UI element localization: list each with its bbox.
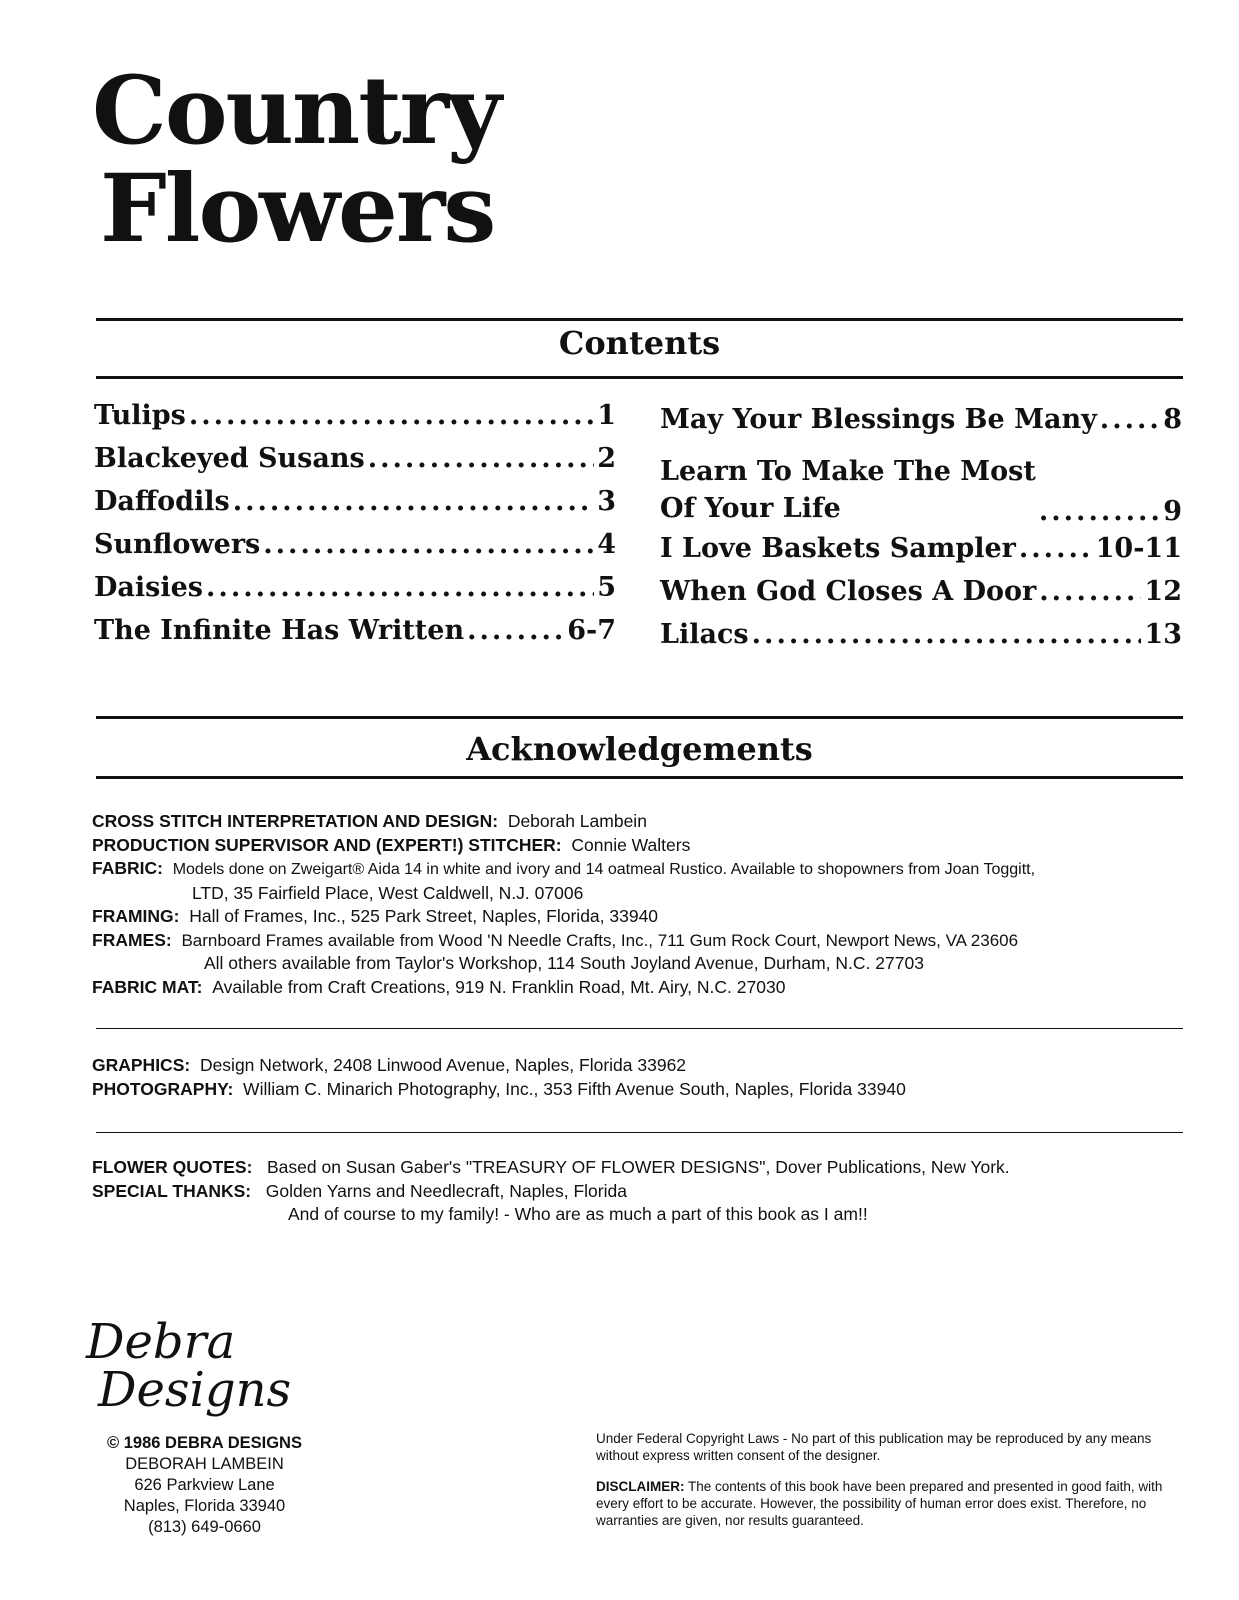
disclaimer-label: DISCLAIMER: xyxy=(596,1479,685,1494)
ack-top-rule xyxy=(96,716,1183,719)
ack-line xyxy=(92,834,1035,858)
ack-label: PHOTOGRAPHY: xyxy=(92,1078,234,1099)
ack-text: Based on Susan Gaber's "TREASURY OF FLOWER DESIGNS", Dover Publications, New York. xyxy=(267,1157,1010,1177)
publisher-city: Naples, Florida 33940 xyxy=(123,1497,286,1515)
ack-text: Barnboard Frames available from Wood 'N Needle Crafts, Inc., 711 Gum Rock Court, Newport News, VA 23606 xyxy=(181,930,1019,950)
toc-entry xyxy=(94,443,616,486)
ack-text: Connie Walters xyxy=(571,834,691,855)
toc-entry-title-line-1: Learn To Make The Most xyxy=(660,456,1036,487)
toc-entry xyxy=(94,529,616,572)
ack-label: FLOWER QUOTES: xyxy=(92,1157,253,1177)
title-line-2: Flowers xyxy=(100,154,495,264)
toc-entry-title: Daisies xyxy=(94,572,204,603)
toc-entry-page: 12 xyxy=(1144,576,1182,607)
toc-entry-title: Sunflowers xyxy=(94,529,261,560)
ack-line-cont: And of course to my family! - Who are as much a part of this book as I am!! xyxy=(288,1204,868,1224)
toc-entry xyxy=(660,404,1182,447)
ack-text: Available from Craft Creations, 919 N. Franklin Road, Mt. Airy, N.C. 27030 xyxy=(212,976,786,997)
ack-group-graphics xyxy=(92,1054,906,1101)
toc-entry-title: Tulips xyxy=(94,400,186,431)
toc-entry-page: 3 xyxy=(597,486,616,517)
toc-entry xyxy=(94,572,616,615)
ack-line xyxy=(92,857,1035,882)
publisher-street: 626 Parkview Lane xyxy=(134,1476,275,1494)
legal-notices xyxy=(596,1430,1184,1543)
ack-label: CROSS STITCH INTERPRETATION AND DESIGN: xyxy=(92,811,499,831)
toc-entry-title: Lilacs xyxy=(660,619,749,650)
toc-leader xyxy=(1039,496,1160,527)
toc-entry xyxy=(660,533,1182,576)
publisher-name: DEBORAH LAMBEIN xyxy=(125,1455,284,1473)
ack-line xyxy=(92,1180,1010,1204)
toc-entry-page: 2 xyxy=(597,443,616,474)
toc-entry-title: I Love Baskets Sampler xyxy=(660,533,1016,564)
toc-entry xyxy=(660,619,1182,662)
toc-entry-title-line-2: Of Your Life xyxy=(660,493,841,524)
ack-group-production xyxy=(92,810,1035,999)
ack-text: William C. Minarich Photography, Inc., 353 Fifth Avenue South, Naples, Florida 33940 xyxy=(243,1078,906,1099)
contents-bottom-rule xyxy=(96,376,1183,379)
toc-entry-title: The Infinite Has Written xyxy=(94,615,465,646)
publisher-phone: (813) 649-0660 xyxy=(148,1518,261,1536)
ack-line-cont: LTD, 35 Fairfield Place, West Caldwell, N.J. 07006 xyxy=(192,882,584,903)
contents-right-column xyxy=(660,404,1182,662)
ack-line xyxy=(92,929,1035,953)
ack-label: SPECIAL THANKS: xyxy=(92,1180,252,1201)
ack-bottom-rule xyxy=(96,776,1183,779)
publisher-address xyxy=(92,1433,317,1538)
logo-line-2: Designs xyxy=(98,1362,292,1418)
ack-text: Design Network, 2408 Linwood Avenue, Naples, Florida 33962 xyxy=(199,1055,687,1075)
ack-label: PRODUCTION SUPERVISOR AND (EXPERT!) STITCHER: xyxy=(92,834,562,855)
toc-entry-page: 8 xyxy=(1163,404,1182,435)
copyright-line: © 1986 DEBRA DESIGNS xyxy=(107,1434,302,1452)
title-line-1: Country xyxy=(92,56,500,166)
book-title xyxy=(92,56,500,264)
toc-leader xyxy=(467,615,564,646)
toc-entry-page: 5 xyxy=(597,572,616,603)
ack-text: Deborah Lambein xyxy=(507,811,647,831)
toc-leader xyxy=(368,443,595,474)
toc-entry-page: 6-7 xyxy=(567,615,616,646)
ack-text: Hall of Frames, Inc., 525 Park Street, Naples, Florida, 33940 xyxy=(189,906,659,926)
toc-entry xyxy=(94,486,616,529)
ack-text: Models done on Zweigart® Aida 14 in white and ivory and 14 oatmeal Rustico. Available to shopowners from Joan Toggitt, xyxy=(172,861,1036,878)
ack-line-cont: All others available from Taylor's Workshop, 114 South Joyland Avenue, Durham, N.C. 27703 xyxy=(204,953,924,973)
ack-text: Golden Yarns and Needlecraft, Naples, Florida xyxy=(265,1180,627,1201)
toc-entry-page: 9 xyxy=(1163,496,1182,527)
ack-divider-2 xyxy=(96,1132,1183,1133)
ack-label: FRAMING: xyxy=(92,906,180,926)
toc-leader xyxy=(206,572,594,603)
toc-entry-title: Blackeyed Susans xyxy=(94,443,365,474)
toc-entry-title: When God Closes A Door xyxy=(660,576,1037,607)
ack-group-thanks xyxy=(92,1156,1010,1227)
contents-heading: Contents xyxy=(558,324,721,362)
toc-entry xyxy=(94,400,616,443)
toc-entry-page: 13 xyxy=(1144,619,1182,650)
toc-entry xyxy=(94,615,616,658)
ack-line xyxy=(92,1078,906,1102)
toc-entry xyxy=(660,447,1182,533)
ack-line xyxy=(92,810,1035,834)
toc-entry-title: May Your Blessings Be Many xyxy=(660,404,1097,435)
toc-leader xyxy=(233,486,595,517)
toc-leader xyxy=(752,619,1142,650)
ack-heading: Acknowledgements xyxy=(466,730,813,768)
toc-entry-page: 4 xyxy=(597,529,616,560)
toc-leader xyxy=(263,529,594,560)
ack-line xyxy=(92,976,1035,1000)
ack-line xyxy=(92,1156,1010,1180)
ack-line xyxy=(92,1054,906,1078)
toc-entry-page: 1 xyxy=(597,400,616,431)
toc-leader xyxy=(1039,576,1141,607)
copyright-notice: Under Federal Copyright Laws - No part of this publication may be reproduced by any means without express written consent of the designer. xyxy=(596,1431,1152,1463)
toc-entry xyxy=(660,576,1182,619)
disclaimer xyxy=(596,1478,1184,1529)
ack-label: FABRIC MAT: xyxy=(92,976,203,997)
toc-entry-page: 10-11 xyxy=(1095,533,1182,564)
debra-designs-logo xyxy=(86,1314,292,1418)
contents-left-column xyxy=(94,400,616,658)
logo-line-1: Debra xyxy=(86,1314,236,1370)
disclaimer-text: The contents of this book have been prepared and presented in good faith, with every effort to be accurate. However, the possibility of human error does exist. Therefore, no warranties are given, nor results guaranteed. xyxy=(596,1479,1163,1528)
contents-top-rule xyxy=(96,318,1183,321)
toc-entry-title: Daffodils xyxy=(94,486,230,517)
toc-leader xyxy=(189,400,594,431)
toc-leader xyxy=(1100,404,1160,435)
ack-label: FRAMES: xyxy=(92,929,172,950)
ack-label: GRAPHICS: xyxy=(92,1055,191,1075)
toc-leader xyxy=(1019,533,1093,564)
ack-line xyxy=(92,905,1035,929)
ack-divider-1 xyxy=(96,1028,1183,1029)
ack-label: FABRIC: xyxy=(92,858,163,878)
